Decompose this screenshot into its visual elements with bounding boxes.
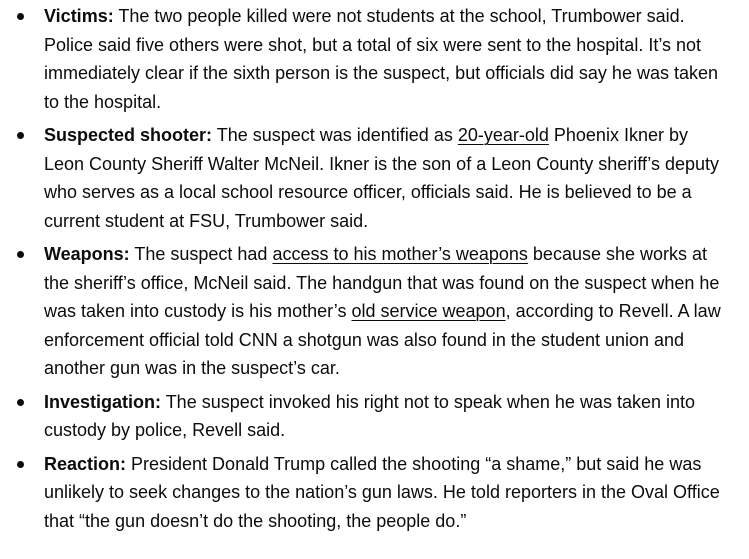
item-text: Phoenix Ikner by Leon County Sheriff Walter McNeil. Ikner is the son of a Leon County sheriff’s deputy who serves as a local school resource officer, officials said. He is believed to be a current student at FSU, Trumbower said. bbox=[44, 125, 720, 231]
item-text: The two people killed were not students at the school, Trumbower said. Police said five others were shot, but a total of six were sent to the hospital. It’s not immediately clear if the sixth person is the suspect, but officials did say he was taken to the hospital. bbox=[44, 6, 718, 112]
bullet-icon bbox=[17, 251, 24, 258]
item-term: Victims: bbox=[44, 6, 114, 26]
list-item-investigation bbox=[0, 388, 749, 445]
age-link[interactable]: 20-year-old bbox=[457, 125, 549, 145]
item-text: President Donald Trump called the shooting “a shame,” but said he was unlikely to seek changes to the nation’s gun laws. He told reporters in the Oval Office that “the gun doesn’t do the shooting, the people do.” bbox=[44, 453, 720, 531]
item-term: Weapons: bbox=[44, 244, 130, 264]
mothers-weapons-link[interactable]: access to his mother’s weapons bbox=[272, 244, 528, 264]
bullet-icon bbox=[17, 13, 24, 20]
bullet-icon bbox=[17, 132, 24, 139]
bullet-icon bbox=[17, 399, 24, 406]
bullet-icon bbox=[17, 461, 24, 468]
item-text: , according to Revell. A law enforcement official told CNN a shotgun was also found in the student union and another gun was in the suspect’s car. bbox=[44, 301, 721, 378]
item-text: The suspect had bbox=[129, 244, 273, 264]
item-text: The suspect invoked his right not to speak when he was taken into custody by police, Revell said. bbox=[44, 391, 696, 440]
item-term: Reaction: bbox=[44, 453, 127, 474]
list-item-weapons bbox=[0, 240, 749, 383]
service-weapon-link[interactable]: old service weapon bbox=[351, 301, 506, 321]
item-term: Suspected shooter: bbox=[44, 125, 213, 145]
item-text: The suspect was identified as bbox=[212, 125, 458, 145]
list-item-suspected-shooter bbox=[0, 121, 749, 235]
list-item-victims bbox=[0, 2, 749, 116]
item-term: Investigation: bbox=[44, 391, 162, 412]
item-text: because she works at the sheriff’s office, McNeil said. The handgun that was found on the suspect when he was taken into custody is his mother’s bbox=[44, 244, 720, 321]
list-item-reaction bbox=[0, 450, 749, 536]
